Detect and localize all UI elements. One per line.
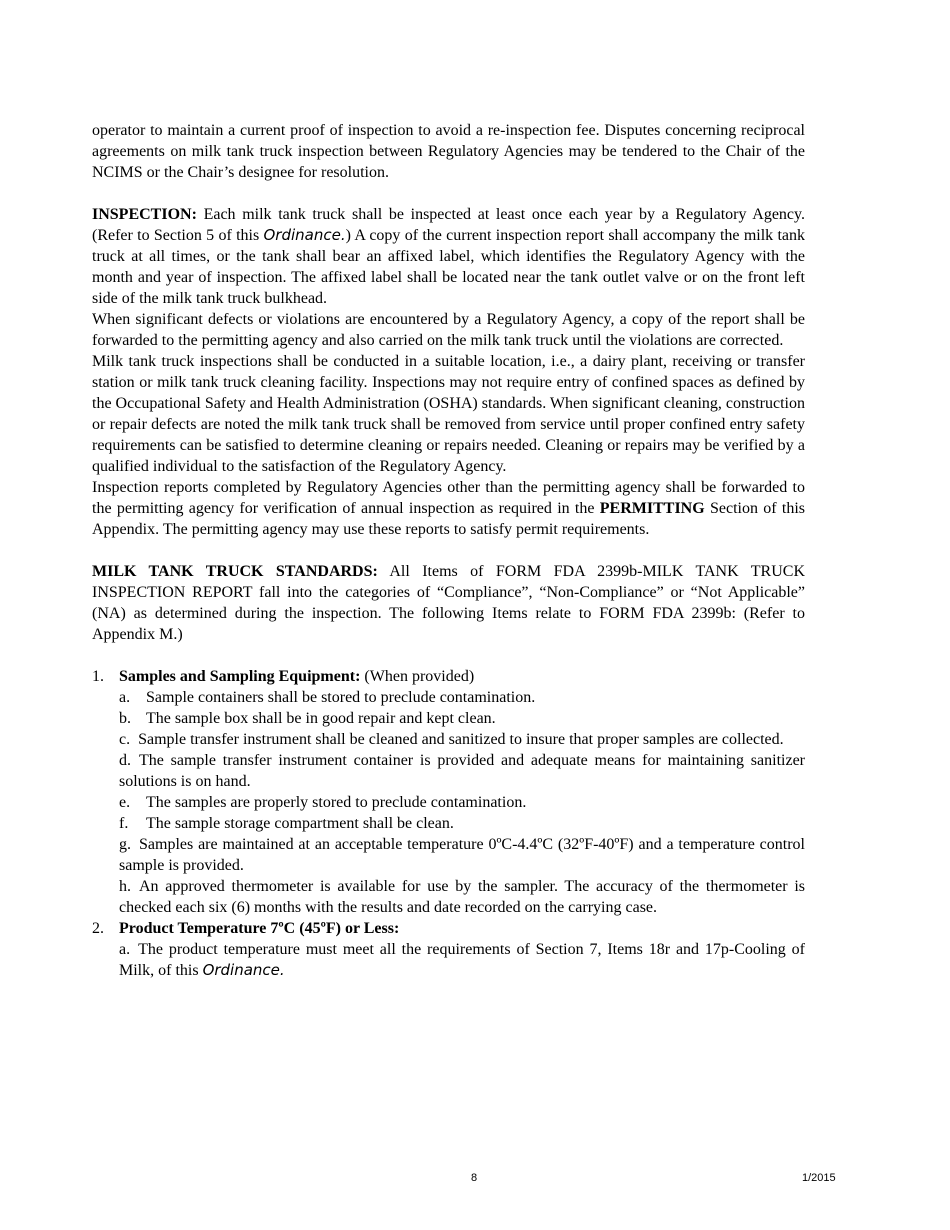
inspection-paragraph bbox=[92, 204, 805, 309]
reports-text-2: Section of this Appendix. The permitting agency may use these reports to satisfy permit requirements. bbox=[92, 500, 806, 538]
list-item: d. The sample transfer instrument container is provided and adequate means for maintaining sanitizer solutions is on hand. bbox=[119, 752, 805, 790]
inspection-text-2: ) A copy of the current inspection report shall accompany the milk tank truck at all times, or the tank shall bear an affixed label, which identifies the Regulatory Agency with the month and year of inspection. The affixed label shall be located near the tank outlet valve or on the front left side of the milk tank truck bulkhead. bbox=[92, 227, 805, 307]
location-paragraph: Milk tank truck inspections shall be conducted in a suitable location, i.e., a dairy plant, receiving or transfer station or milk tank truck cleaning facility. Inspections may not require entry of confined spaces as defined by the Occupational Safety and Health Administration (OSHA) standards. When significant cleaning, construction or repair defects are noted the milk tank truck shall be removed from service until proper confined entry safety requirements can be satisfied to determine cleaning or repairs needed. Cleaning or repairs may be verified by a qualified individual to the satisfaction of the Regulatory Agency. bbox=[92, 353, 805, 475]
intro-paragraph: operator to maintain a current proof of inspection to avoid a re-inspection fee. Disputes concerning reciprocal agreements on milk tank truck inspection between Regulatory Agencies may be tendered to the Chair of the NCIMS or the Chair’s designee for resolution. bbox=[92, 122, 805, 181]
inspection-heading: INSPECTION: bbox=[92, 206, 197, 223]
standards-text: All Items of FORM FDA 2399b-MILK TANK TRUCK INSPECTION REPORT fall into the categories of “Compliance”, “Non-Compliance” or “Not Applicable” (NA) as determined during the inspection. The following Items relate to FORM FDA 2399b: (Refer to Appendix M.) bbox=[92, 563, 806, 643]
ordinance-ref: Ordinance. bbox=[202, 961, 285, 979]
item-title: Product Temperature 7ºC (45ºF) or Less: bbox=[119, 920, 400, 937]
inspection-text-1: Each milk tank truck shall be inspected at least once each year by a Regulatory Agency. (Refer to Section 5 of this bbox=[92, 206, 805, 244]
reports-text-1: Inspection reports completed by Regulatory Agencies other than the permitting agency shall be forwarded to the permitting agency for verification of annual inspection as required in the bbox=[92, 479, 805, 517]
revision-date: 1/2015 bbox=[802, 1172, 836, 1184]
permitting-term: PERMITTING bbox=[599, 500, 705, 517]
defects-paragraph: When significant defects or violations are encountered by a Regulatory Agency, a copy of the report shall be forwarded to the permitting agency and also carried on the milk tank truck until the violations are corrected. bbox=[92, 311, 805, 349]
list-item: a. Sample containers shall be stored to preclude contamination. bbox=[119, 689, 536, 706]
item-1 bbox=[92, 666, 805, 687]
list-item: h. An approved thermometer is available for use by the sampler. The accuracy of the thermometer is checked each six (6) months with the results and date recorded on the carrying case. bbox=[119, 878, 805, 916]
list-item: c. Sample transfer instrument shall be cleaned and sanitized to insure that proper samples are collected. bbox=[119, 731, 784, 748]
ordinance-ref: Ordinance. bbox=[263, 226, 346, 244]
item-2 bbox=[92, 918, 805, 939]
standards-heading: MILK TANK TRUCK STANDARDS: bbox=[92, 563, 378, 580]
page-number: 8 bbox=[471, 1172, 478, 1184]
item-number: 2. bbox=[92, 920, 104, 937]
reports-paragraph bbox=[92, 477, 805, 540]
list-item: f. The sample storage compartment shall be clean. bbox=[119, 815, 454, 832]
item-note: (When provided) bbox=[360, 668, 475, 685]
document-body bbox=[92, 120, 805, 981]
list-item: e. The samples are properly stored to preclude contamination. bbox=[119, 794, 527, 811]
item-title: Samples and Sampling Equipment: bbox=[119, 668, 361, 685]
item-number: 1. bbox=[92, 668, 104, 685]
standards-paragraph bbox=[92, 561, 805, 645]
list-item: b. The sample box shall be in good repair and kept clean. bbox=[119, 710, 496, 727]
list-item: a. The product temperature must meet all the requirements of Section 7, Items 18r and 17p-Cooling of Milk, of this Ordinance. bbox=[119, 941, 805, 979]
list-item: g. Samples are maintained at an acceptable temperature 0ºC-4.4ºC (32ºF-40ºF) and a temperature control sample is provided. bbox=[119, 836, 805, 874]
